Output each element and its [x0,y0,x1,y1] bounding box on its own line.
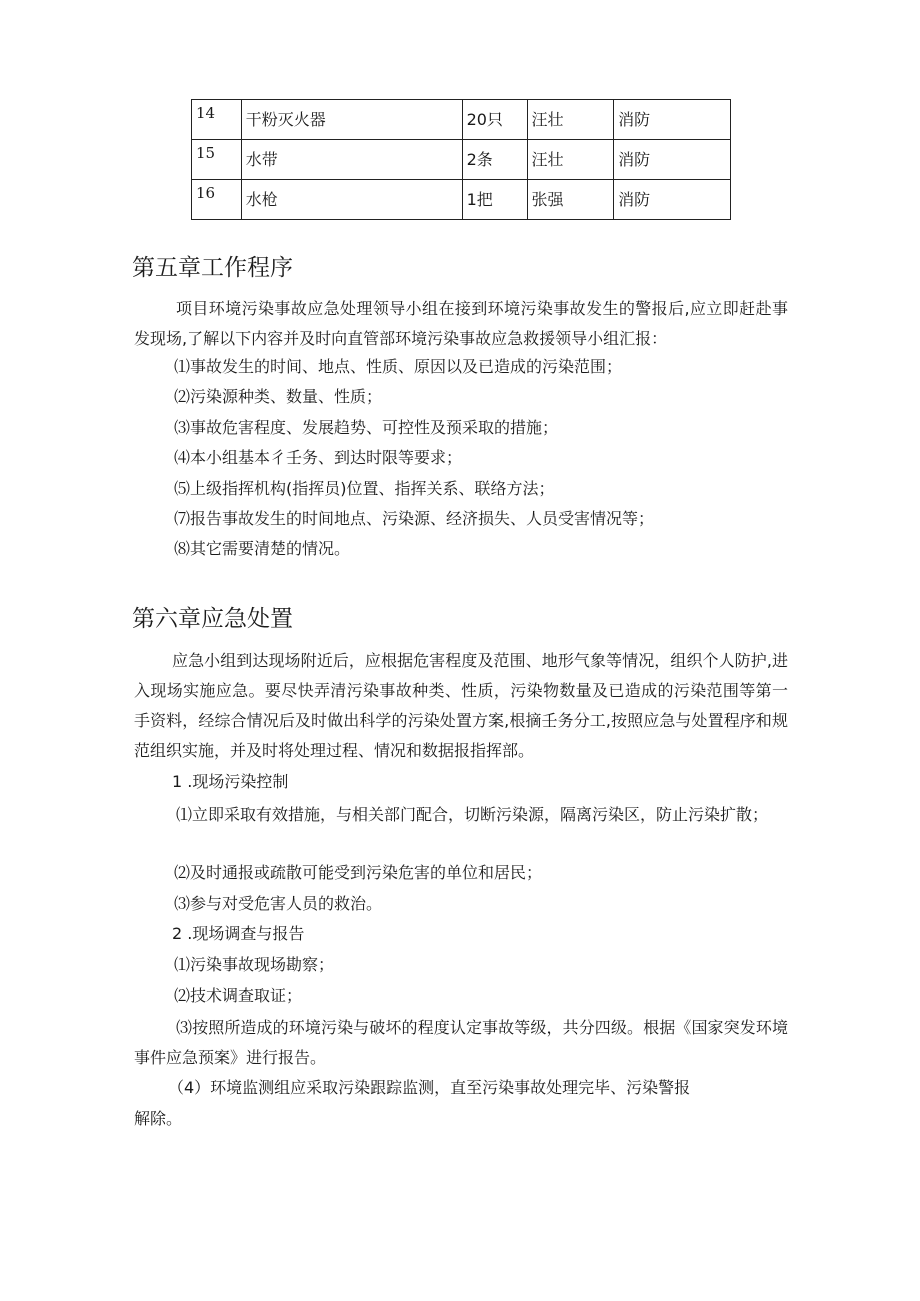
table-row [192,100,731,140]
chapter6-intro: 应急小组到达现场附近后，应根据危害程度及范围、地形气象等情况，组织个人防护,进入现场实施应急。要尽快弄清污染事故种类、性质，污染物数量及已造成的污染范围等第一手资料，经综合情况后及时做出科学的污染处置方案,根摘壬务分工,按照应急与处置程序和规范组织实施，并及时将处理过程、情况和数据报指挥部。 [134,651,788,760]
section1-item: ⑵及时通报或疏散可能受到污染危害的单位和居民； [174,863,543,882]
section2-item: ⑶按照所造成的环境污染与破坏的程度认定事故等级，共分四级。根据《国家突发环境事件应急预案》进行报告。 [134,1018,788,1067]
chapter5-item: ⑶事故危害程度、发展趋势、可控性及预采取的措施； [174,418,559,437]
section2-item: ⑵技术调查取证； [174,986,303,1005]
chapter5-item: ⑺报告事故发生的时间地点、污染源、经济损失、人员受害情况等； [174,509,655,528]
responsible-person: 张强 [527,180,614,220]
chapter5-item: ⑴事故发生的时间、地点、性质、原因以及已造成的污染范围； [174,357,623,376]
equipment-use: 消防 [614,100,731,140]
row-number: 16 [192,180,242,220]
table-row [192,140,731,180]
chapter5-intro: 项目环境污染事故应急处理领导小组在接到环境污染事故发生的警报后,应立即赶赴事发现场,了解以下内容并及时向直管部环境污染事故应急救援领导小组汇报： [134,299,788,348]
equipment-use: 消防 [614,180,731,220]
responsible-person: 汪壮 [527,140,614,180]
section1-title: 1 .现场污染控制 [172,772,289,791]
responsible-person: 汪壮 [527,100,614,140]
section1-item: ⑶参与对受危害人员的救治。 [174,894,383,913]
chapter5-title: 第五章工作程序 [132,255,293,281]
equipment-name: 水带 [241,140,462,180]
equipment-name: 干粉灭火器 [241,100,462,140]
table-row [192,180,731,220]
section2-title: 2 .现场调查与报告 [172,924,305,943]
row-number: 15 [192,140,242,180]
equipment-quantity: 20只 [462,100,527,140]
chapter5-item: ⑸上级指挥机构(指挥员)位置、指挥关系、联络方法； [174,479,555,498]
equipment-name: 水枪 [241,180,462,220]
equipment-quantity: 1把 [462,180,527,220]
section2-item: ⑴污染事故现场勘察； [174,955,335,974]
chapter5-item: ⑻其它需要清楚的情况。 [174,539,351,558]
equipment-quantity: 2条 [462,140,527,180]
section2-item: （4）环境监测组应采取污染跟踪监测，直至污染事故处理完毕、污染警报 [168,1078,691,1097]
equipment-table [191,99,731,220]
section1-item: ⑴立即采取有效措施，与相关部门配合，切断污染源，隔离污染区，防止污染扩散； [176,805,769,824]
row-number: 14 [192,100,242,140]
chapter5-item: ⑵污染源种类、数量、性质； [174,387,383,406]
section2-item-continuation: 解除。 [134,1109,183,1128]
equipment-use: 消防 [614,140,731,180]
chapter6-title: 第六章应急处置 [132,606,293,632]
chapter5-item: ⑷本小组基本彳壬务、到达时限等要求； [174,448,463,467]
